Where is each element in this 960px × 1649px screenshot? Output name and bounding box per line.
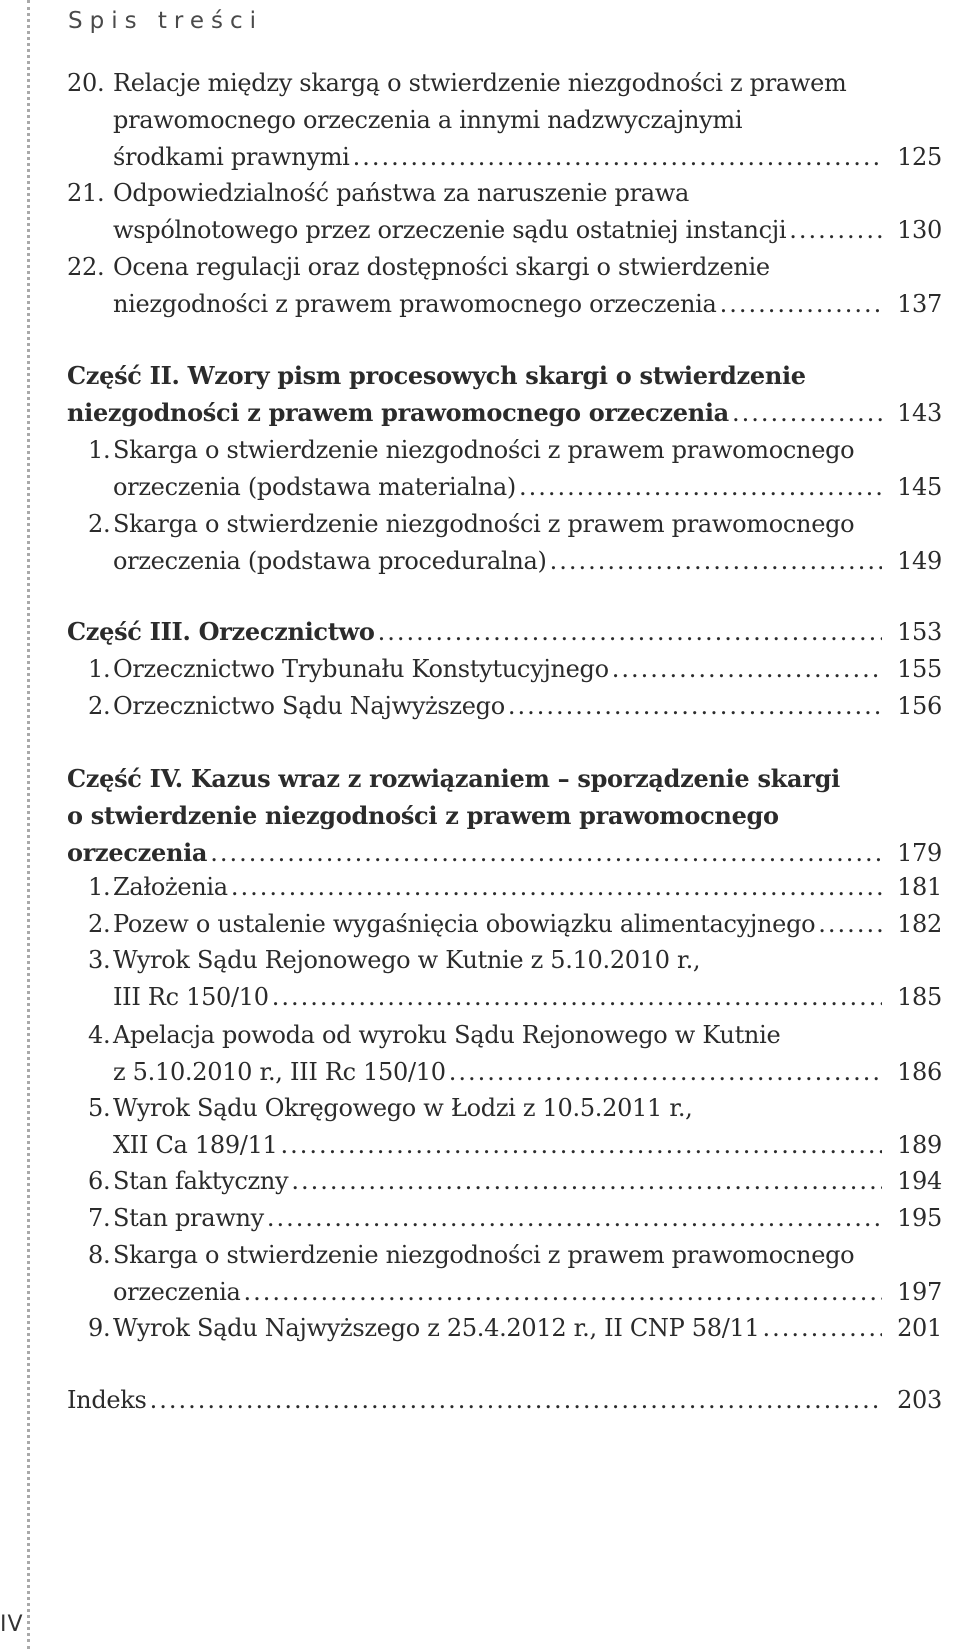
toc-entry-title-line: o stwierdzenie niezgodności z prawem prawomocnego (67, 801, 779, 830)
toc-entry-number: 20. (67, 69, 105, 97)
toc-entry-chapter[interactable] (0, 174, 960, 250)
toc-entry-title-line: Relacje między skargą o stwierdzenie niezgodności z prawem (113, 69, 847, 97)
toc-page-number: 195 (897, 1204, 942, 1232)
toc-entry-number: 9. (88, 1314, 111, 1342)
toc-entry-item[interactable] (0, 941, 960, 1017)
toc-page-number: 179 (897, 839, 942, 867)
toc-page-number: 203 (897, 1386, 942, 1414)
toc-entry-item[interactable] (0, 868, 960, 907)
toc-entry-title-line: Indeks (67, 1386, 147, 1414)
toc-page-number: 145 (897, 473, 942, 501)
toc-entry-number: 2. (88, 692, 111, 720)
toc-entry-title-line: Część IV. Kazus wraz z rozwiązaniem – sporządzenie skargi (67, 764, 840, 793)
toc-page-number: 189 (897, 1131, 942, 1159)
toc-entry-title-line: XII Ca 189/11 (113, 1131, 278, 1159)
leader-dots (272, 978, 882, 1016)
leader-dots (762, 1309, 882, 1347)
toc-entry-title-line: III Rc 150/10 (113, 983, 269, 1011)
toc-entry-title-line: z 5.10.2010 r., III Rc 150/10 (113, 1058, 446, 1086)
toc-entry-title-line: Apelacja powoda od wyroku Sądu Rejonowego w Kutnie (113, 1021, 781, 1049)
toc-entry-title-line: Stan faktyczny (113, 1167, 289, 1195)
toc-page-number: 197 (897, 1278, 942, 1306)
toc-entry-title-line: Wyrok Sądu Rejonowego w Kutnie z 5.10.2010 r., (113, 946, 701, 974)
toc-entry-item[interactable] (0, 1199, 960, 1238)
leader-dots (519, 468, 882, 506)
toc-entry-title-line: Skarga o stwierdzenie niezgodności z prawem prawomocnego (113, 510, 855, 538)
leader-dots (267, 1199, 882, 1237)
toc-entry-item[interactable] (0, 650, 960, 689)
running-header: Spis treści (68, 8, 264, 34)
toc-entry-item[interactable] (0, 1309, 960, 1348)
leader-dots (449, 1053, 882, 1091)
toc-page-number: 201 (897, 1314, 942, 1342)
toc-entry-title-line: Skarga o stwierdzenie niezgodności z prawem prawomocnego (113, 1241, 855, 1269)
toc-entry-item[interactable] (0, 1236, 960, 1312)
toc-entry-title-line: Wyrok Sądu Okręgowego w Łodzi z 10.5.2011 r., (113, 1094, 693, 1122)
toc-entry-item[interactable] (0, 431, 960, 507)
toc-entry-number: 3. (88, 946, 111, 974)
toc-entry-title-line: środkami prawnymi (113, 143, 350, 171)
toc-page-number: 137 (897, 290, 942, 318)
toc-entry-title-line: orzeczenia (podstawa proceduralna) (113, 547, 547, 575)
toc-entry-number: 5. (88, 1094, 111, 1122)
leader-dots (150, 1381, 882, 1419)
toc-entry-title-line: niezgodności z prawem prawomocnego orzeczenia (67, 398, 729, 427)
toc-entry-part[interactable] (0, 760, 960, 873)
leader-dots (612, 650, 882, 688)
toc-entry-number: 21. (67, 179, 105, 207)
leader-dots (210, 834, 882, 872)
leader-dots (550, 542, 882, 580)
leader-dots (732, 394, 882, 432)
toc-entry-number: 8. (88, 1241, 111, 1269)
leader-dots (508, 687, 882, 725)
leader-dots (353, 138, 882, 176)
toc-entry-title-line: Orzecznictwo Trybunału Konstytucyjnego (113, 655, 609, 683)
toc-entry-title-line: prawomocnego orzeczenia a innymi nadzwyczajnymi (113, 106, 743, 134)
toc-entry-number: 2. (88, 510, 111, 538)
toc-entry-part[interactable] (0, 613, 960, 652)
toc-entry-number: 7. (88, 1204, 111, 1232)
toc-entry-title-line: Skarga o stwierdzenie niezgodności z prawem prawomocnego (113, 436, 855, 464)
leader-dots (281, 1126, 882, 1164)
toc-entry-part[interactable] (0, 357, 960, 433)
toc-entry-item[interactable] (0, 687, 960, 726)
toc-entry-item[interactable] (0, 505, 960, 581)
toc-page-number: 181 (897, 873, 942, 901)
toc-page-number: 155 (897, 655, 942, 683)
toc-entry-title-line: orzeczenia (podstawa materialna) (113, 473, 516, 501)
toc-entry-number: 22. (67, 253, 105, 281)
leader-dots (231, 868, 882, 906)
toc-entry-chapter[interactable] (0, 248, 960, 324)
toc-page-number: 125 (897, 143, 942, 171)
toc-page-number: 143 (897, 399, 942, 427)
toc-entry-title-line: orzeczenia (67, 838, 208, 867)
toc-entry-title-line: Część II. Wzory pism procesowych skargi o stwierdzenie (67, 361, 806, 390)
toc-entry-item[interactable] (0, 1162, 960, 1201)
toc-entry-title-line: Stan prawny (113, 1204, 264, 1232)
leader-dots (378, 613, 882, 651)
toc-entry-title-line: Założenia (113, 873, 228, 901)
toc-entry-title-line: Odpowiedzialność państwa za naruszenie prawa (113, 179, 690, 207)
toc-page-number: 130 (897, 216, 942, 244)
toc-page-number: 186 (897, 1058, 942, 1086)
leader-dots (291, 1162, 882, 1200)
page-number: IV (0, 1612, 24, 1637)
toc-page-number: 194 (897, 1167, 942, 1195)
toc-entry-number: 6. (88, 1167, 111, 1195)
toc-page-number: 156 (897, 692, 942, 720)
toc-entry-title-line: wspólnotowego przez orzeczenie sądu ostatniej instancji (113, 216, 787, 244)
leader-dots (818, 905, 882, 943)
toc-entry-title-line: Pozew o ustalenie wygaśnięcia obowiązku alimentacyjnego (113, 910, 816, 938)
toc-entry-number: 1. (88, 655, 111, 683)
toc-entry-item[interactable] (0, 1089, 960, 1165)
toc-entry-item[interactable] (0, 905, 960, 944)
toc-entry-number: 1. (88, 873, 111, 901)
toc-entry-title-line: Wyrok Sądu Najwyższego z 25.4.2012 r., II CNP 58/11 (113, 1314, 760, 1342)
toc-entry-title-line: orzeczenia (113, 1278, 241, 1306)
toc-entry-title-line: Orzecznictwo Sądu Najwyższego (113, 692, 505, 720)
toc-page-number: 153 (897, 618, 942, 646)
toc-page-number: 149 (897, 547, 942, 575)
leader-dots (720, 285, 882, 323)
leader-dots (244, 1273, 882, 1311)
toc-entry-index[interactable] (0, 1381, 960, 1420)
toc-entry-chapter[interactable] (0, 64, 960, 177)
toc-entry-item[interactable] (0, 1016, 960, 1092)
toc-entry-title-line: niezgodności z prawem prawomocnego orzeczenia (113, 290, 717, 318)
toc-entry-number: 4. (88, 1021, 111, 1049)
toc-entry-number: 1. (88, 436, 111, 464)
toc-page-number: 185 (897, 983, 942, 1011)
toc-entry-title-line: Ocena regulacji oraz dostępności skargi o stwierdzenie (113, 253, 770, 281)
toc-entry-title-line: Część III. Orzecznictwo (67, 617, 375, 646)
toc-entry-number: 2. (88, 910, 111, 938)
toc-page-number: 182 (897, 910, 942, 938)
leader-dots (789, 211, 882, 249)
